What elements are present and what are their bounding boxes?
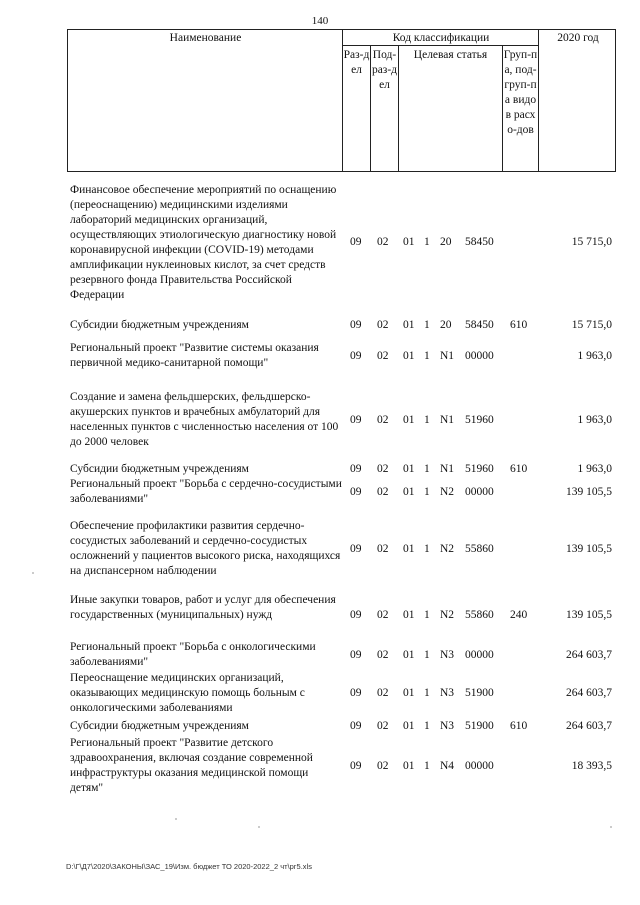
header-divider: [538, 29, 539, 172]
row-subprogram: 1: [424, 414, 430, 426]
row-group: 610: [510, 319, 528, 331]
row-name: Создание и замена фельдшерских, фельдшерско-акушерских пунктов и врачебных амбулаторий для населенных пунктов с численностью населения от 100 до 2000 человек: [70, 391, 339, 448]
row-subsection: 02: [377, 486, 389, 498]
row-amount: 264 603,7: [566, 687, 612, 699]
row-program: 01: [403, 414, 415, 426]
file-path-footer: D:\Г\Д7\2020\ЗАКОНЫ\ЗАС_19\Изм. бюджет ТО 2020-2022_2 чт\рг5.xls: [66, 862, 312, 871]
row-name: Обеспечение профилактики развития сердечно-сосудистых заболеваний и сердечно-сосудистых осложнений у пациентов высокого риска, находящихся на диспансерном наблюдении: [70, 520, 341, 577]
row-section: 09: [350, 649, 362, 661]
row-event: N1: [440, 350, 455, 362]
row-subsection: 02: [377, 687, 389, 699]
row-section: 09: [350, 414, 362, 426]
row-event: N2: [440, 543, 455, 555]
header-divider: [342, 45, 538, 46]
row-section: 09: [350, 486, 362, 498]
row-program: 01: [403, 687, 415, 699]
row-event: N2: [440, 609, 455, 621]
row-subsection: 02: [377, 414, 389, 426]
header-group-label: Груп-па, под-груп-па видов расхо-дов: [503, 49, 538, 136]
row-group: 610: [510, 720, 528, 732]
row-name: Субсидии бюджетным учреждениям: [70, 720, 249, 732]
row-section: 09: [350, 760, 362, 772]
row-name: Иные закупки товаров, работ и услуг для обеспечения государственных (муниципальных) нужд: [70, 594, 336, 621]
row-program: 01: [403, 543, 415, 555]
header-subsection: [371, 48, 398, 93]
row-name: Субсидии бюджетным учреждениям: [70, 463, 249, 475]
row-name: Региональный проект "Борьба с онкологическими заболеваниями": [70, 641, 316, 668]
row-name: Переоснащение медицинских организаций, оказывающих медицинскую помощь больным с онкологическими заболеваниями: [70, 672, 305, 714]
row-name: Субсидии бюджетным учреждениям: [70, 319, 249, 331]
header-section: [343, 48, 370, 78]
row-subprogram: 1: [424, 463, 430, 475]
row-amount: 139 105,5: [566, 609, 612, 621]
row-section: 09: [350, 236, 362, 248]
row-section: 09: [350, 543, 362, 555]
row-event: 20: [440, 319, 452, 331]
row-section: 09: [350, 350, 362, 362]
row-program: 01: [403, 319, 415, 331]
row-subprogram: 1: [424, 760, 430, 772]
row-name: Региональный проект "Развитие системы оказания первичной медико-санитарной помощи": [70, 342, 319, 369]
row-program: 01: [403, 350, 415, 362]
scan-speck: [258, 826, 260, 828]
row-event: N3: [440, 649, 455, 661]
row-section: 09: [350, 463, 362, 475]
row-amount: 1 963,0: [577, 463, 612, 475]
row-subprogram: 1: [424, 319, 430, 331]
row-subprogram: 1: [424, 350, 430, 362]
row-direction: 55860: [465, 543, 494, 555]
row-subsection: 02: [377, 319, 389, 331]
row-direction: 51960: [465, 414, 494, 426]
row-subsection: 02: [377, 760, 389, 772]
row-amount: 139 105,5: [566, 543, 612, 555]
header-target-article: Целевая статья: [413, 49, 488, 61]
row-name: Региональный проект "Борьба с сердечно-сосудистыми заболеваниями": [70, 478, 342, 505]
row-subsection: 02: [377, 720, 389, 732]
row-amount: 15 715,0: [571, 319, 612, 331]
row-event: N4: [440, 760, 455, 772]
row-name: Региональный проект "Развитие детского здравоохранения, включая создание современной инфраструктуры оказания медицинской помощи детям": [70, 737, 313, 794]
row-direction: 00000: [465, 760, 494, 772]
row-direction: 00000: [465, 649, 494, 661]
row-name: Финансовое обеспечение мероприятий по оснащению (переоснащению) медицинскими изделиями лабораторий медицинских организаций, осуществляющих этиологическую диагностику новой коронавирусной инфекции (COVID-19) методами амплификации нуклеиновых кислот, за счет средств резервного фонда Правительства Российской Федерации: [70, 184, 337, 301]
row-section: 09: [350, 720, 362, 732]
row-program: 01: [403, 463, 415, 475]
scan-speck: [175, 818, 177, 820]
row-direction: 55860: [465, 609, 494, 621]
row-section: 09: [350, 687, 362, 699]
row-direction: 58450: [465, 319, 494, 331]
row-subsection: 02: [377, 236, 389, 248]
row-event: N3: [440, 720, 455, 732]
row-group: 240: [510, 609, 528, 621]
row-subsection: 02: [377, 463, 389, 475]
row-section: 09: [350, 319, 362, 331]
row-subprogram: 1: [424, 649, 430, 661]
header-year: 2020 год: [557, 32, 599, 44]
row-direction: 51900: [465, 687, 494, 699]
row-subsection: 02: [377, 609, 389, 621]
row-event: N1: [440, 463, 455, 475]
row-event: 20: [440, 236, 452, 248]
row-subprogram: 1: [424, 687, 430, 699]
row-subprogram: 1: [424, 720, 430, 732]
header-divider: [398, 45, 399, 172]
row-event: N2: [440, 486, 455, 498]
row-subprogram: 1: [424, 543, 430, 555]
row-amount: 139 105,5: [566, 486, 612, 498]
row-program: 01: [403, 236, 415, 248]
page-number: 140: [311, 15, 329, 27]
header-group: [503, 48, 538, 138]
row-subprogram: 1: [424, 236, 430, 248]
row-program: 01: [403, 760, 415, 772]
row-program: 01: [403, 609, 415, 621]
header-code-classification: Код классификации: [392, 32, 490, 44]
row-amount: 264 603,7: [566, 649, 612, 661]
header-section-label: Раз-дел: [343, 49, 370, 76]
row-section: 09: [350, 609, 362, 621]
scan-speck: [32, 572, 34, 574]
row-direction: 51900: [465, 720, 494, 732]
row-direction: 00000: [465, 350, 494, 362]
scan-speck: [610, 826, 612, 828]
row-amount: 1 963,0: [577, 350, 612, 362]
row-amount: 264 603,7: [566, 720, 612, 732]
row-program: 01: [403, 486, 415, 498]
row-subprogram: 1: [424, 609, 430, 621]
row-amount: 1 963,0: [577, 414, 612, 426]
row-amount: 18 393,5: [571, 760, 612, 772]
row-direction: 51960: [465, 463, 494, 475]
row-event: N3: [440, 687, 455, 699]
row-program: 01: [403, 649, 415, 661]
row-subprogram: 1: [424, 486, 430, 498]
row-subsection: 02: [377, 543, 389, 555]
row-direction: 00000: [465, 486, 494, 498]
row-subsection: 02: [377, 350, 389, 362]
row-subsection: 02: [377, 649, 389, 661]
header-subsection-label: Под-раз-дел: [371, 49, 398, 91]
row-group: 610: [510, 463, 528, 475]
header-name: Наименование: [169, 32, 242, 44]
row-event: N1: [440, 414, 455, 426]
row-direction: 58450: [465, 236, 494, 248]
row-program: 01: [403, 720, 415, 732]
row-amount: 15 715,0: [571, 236, 612, 248]
